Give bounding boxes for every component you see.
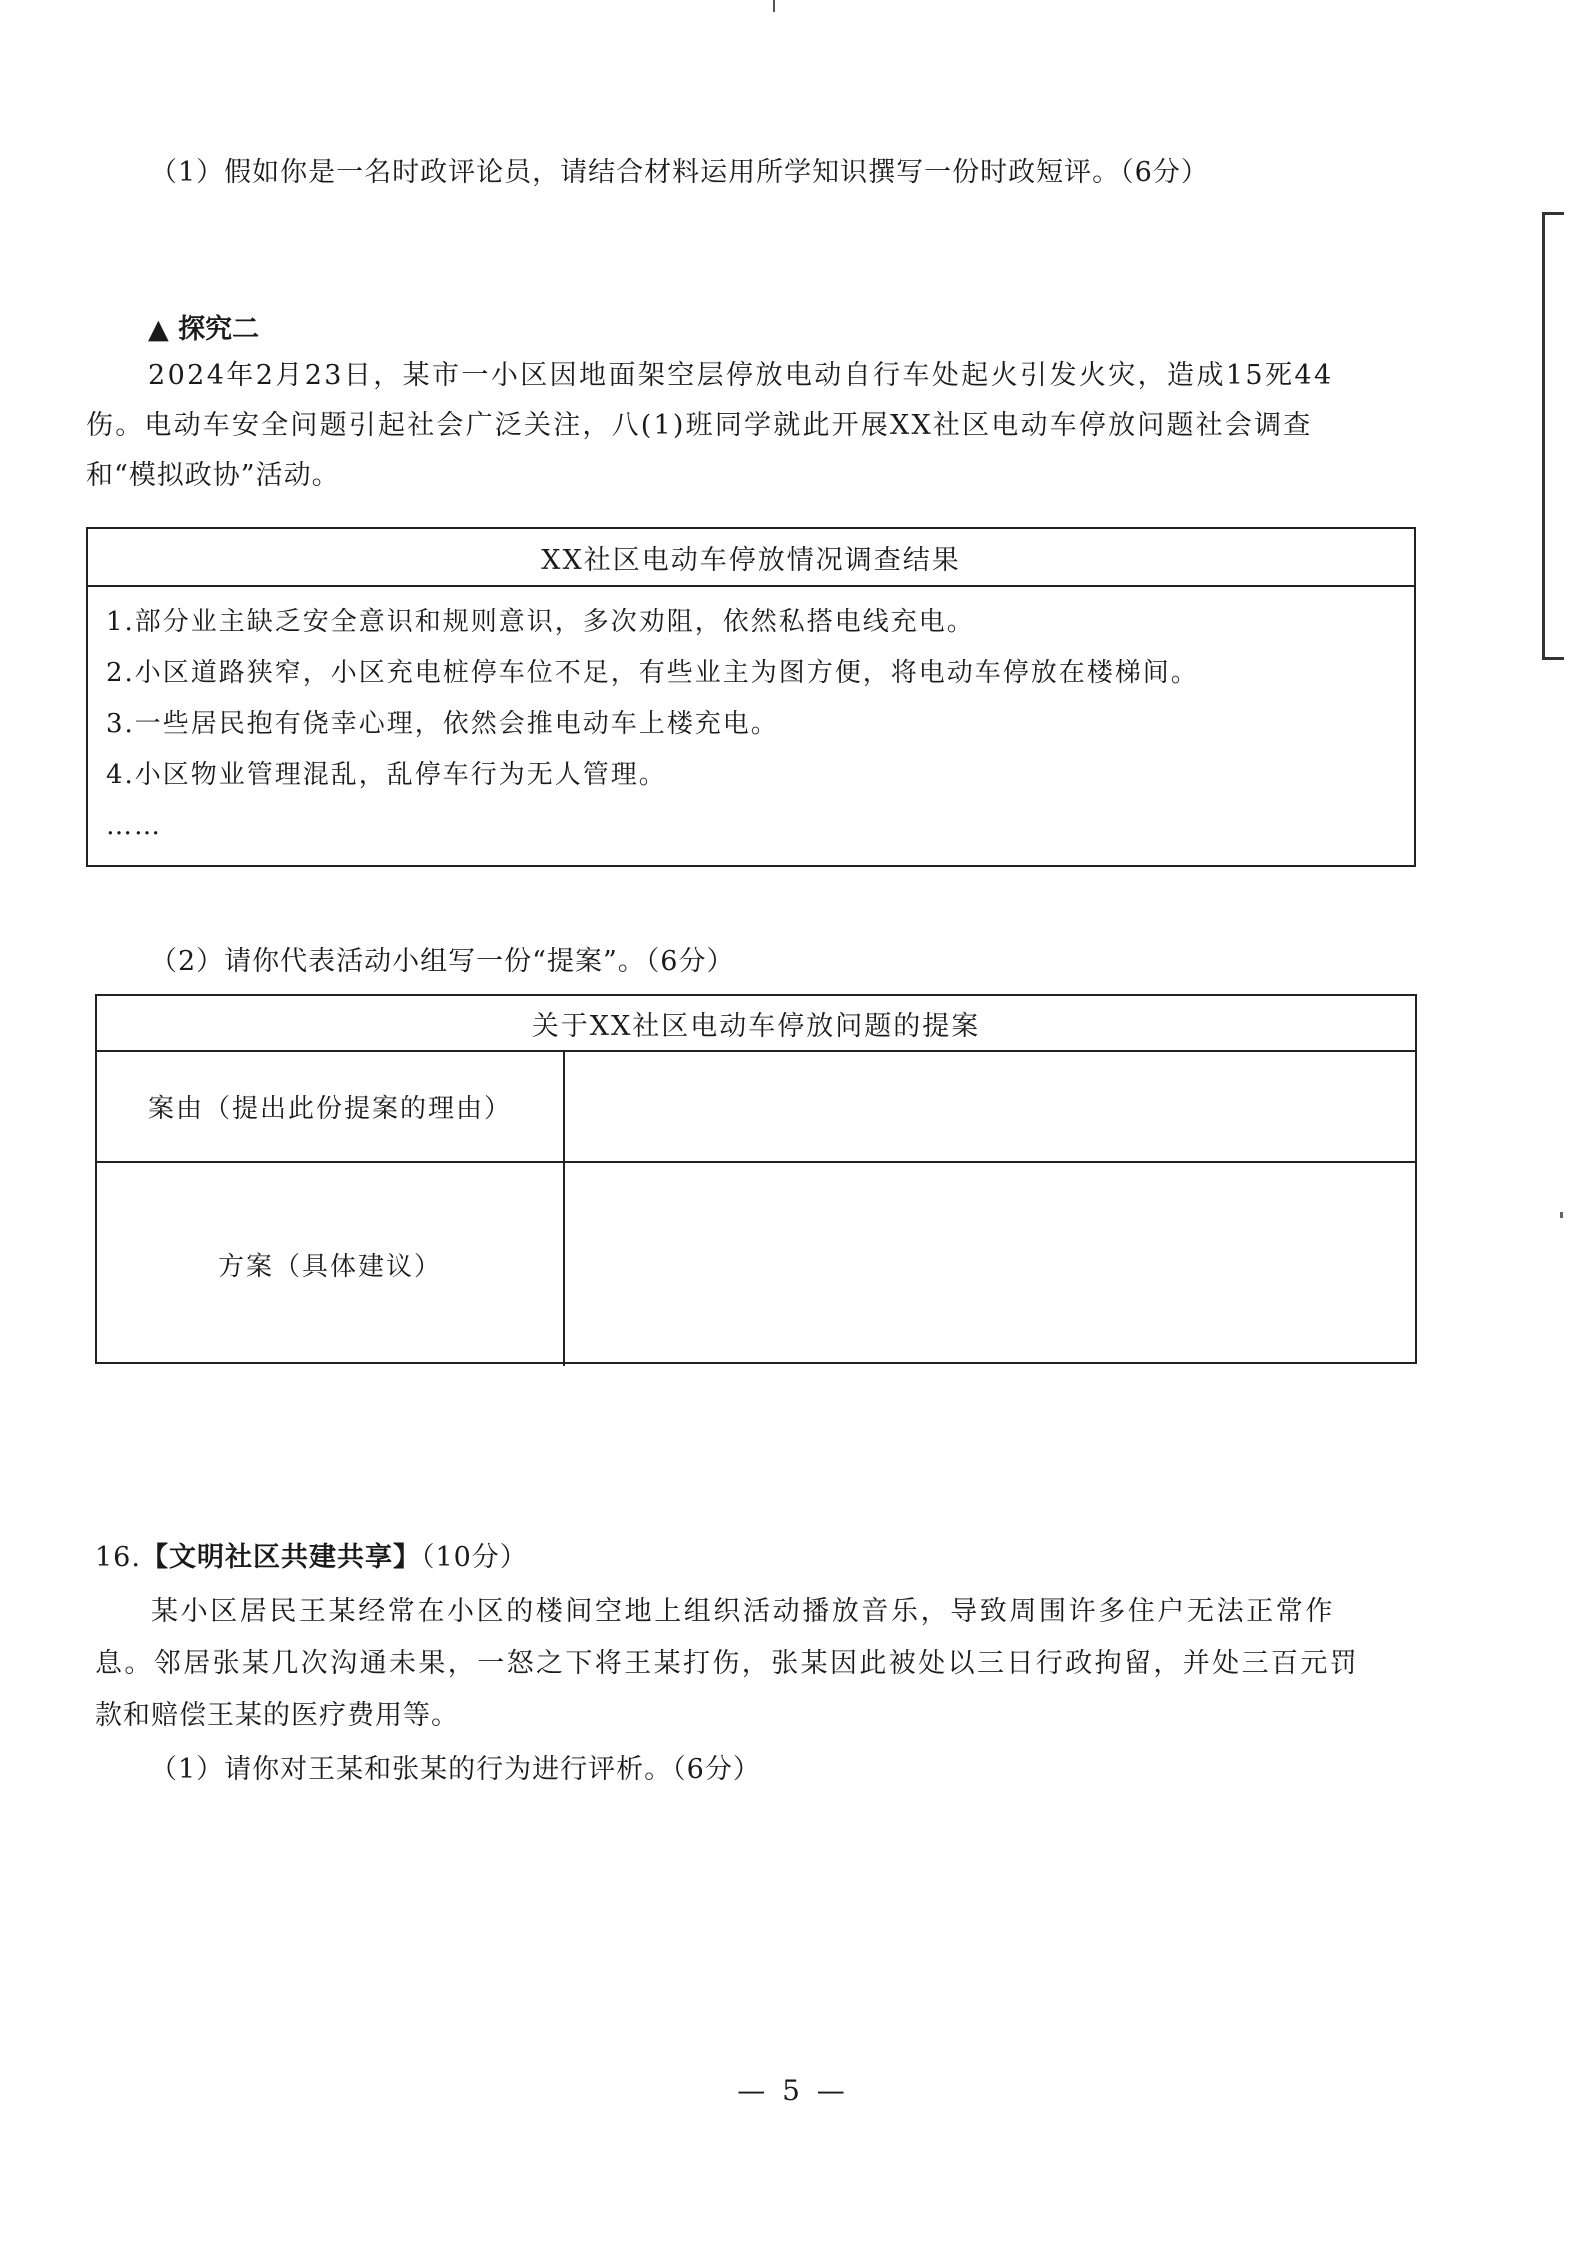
q16-para-line-3: 款和赔偿王某的医疗费用等。: [95, 1700, 459, 1731]
explore2-heading: [148, 307, 259, 346]
survey-item: 3.一些居民抱有侥幸心理，依然会推电动车上楼充电。: [106, 709, 779, 739]
proposal-reason-answer-area[interactable]: [565, 1052, 1415, 1161]
q16-number: 16.: [95, 1542, 141, 1573]
q16-points: （10分）: [420, 1542, 528, 1573]
proposal-plan-label: 方案（具体建议）: [97, 1163, 565, 1366]
explore2-para-line-3: 和“模拟政协”活动。: [86, 460, 340, 491]
proposal-plan-answer-area[interactable]: [565, 1163, 1415, 1366]
q16-title: 【文明社区共建共享】: [140, 1542, 421, 1573]
q16-paragraph: [95, 1594, 1417, 1750]
survey-item: 2.小区道路狭窄，小区充电桩停车位不足，有些业主为图方便，将电动车停放在楼梯间。: [106, 658, 1199, 688]
survey-item-ellipsis: ……: [106, 811, 162, 841]
survey-item: 4.小区物业管理混乱，乱停车行为无人管理。: [106, 760, 667, 790]
proposal-reason-label: 案由（提出此份提案的理由）: [97, 1052, 565, 1161]
q15-sub2-prompt: （2）请你代表活动小组写一份“提案”。（6分）: [150, 946, 735, 977]
proposal-row-reason: [97, 1052, 1415, 1163]
explore2-title: 探究二: [178, 314, 260, 345]
explore2-para-line-2: 伤。电动车安全问题引起社会广泛关注，八(1)班同学就此开展XX社区电动车停放问题社会调查: [86, 410, 1313, 441]
scan-edge-tick: [773, 0, 775, 12]
explore2-paragraph: [86, 358, 1416, 508]
q16-heading: [95, 1540, 528, 1575]
survey-results-title: XX社区电动车停放情况调查结果: [88, 529, 1414, 587]
q16-para-line-2: 息。邻居张某几次沟通未果，一怒之下将王某打伤，张某因此被处以三日行政拘留，并处三百元罚: [95, 1648, 1360, 1679]
q15-sub1-prompt: （1）假如你是一名时政评论员，请结合材料运用所学知识撰写一份时政短评。（6分）: [150, 157, 1209, 188]
binding-bracket: [1542, 212, 1564, 660]
triangle-marker-icon: ▲: [148, 314, 169, 345]
survey-results-box: [86, 527, 1416, 867]
proposal-table: [95, 994, 1417, 1364]
explore2-para-line-1: 2024年2月23日，某市一小区因地面架空层停放电动自行车处起火引发火灾，造成15死44: [148, 360, 1334, 391]
proposal-row-plan: [97, 1163, 1415, 1366]
survey-item: 1.部分业主缺乏安全意识和规则意识，多次劝阻，依然私搭电线充电。: [106, 607, 975, 637]
q16-sub1-prompt: （1）请你对王某和张某的行为进行评析。（6分）: [150, 1754, 761, 1785]
survey-results-list: [88, 587, 1414, 852]
page-number: — 5 —: [737, 2074, 849, 2107]
proposal-title: 关于XX社区电动车停放问题的提案: [97, 996, 1415, 1052]
q16-para-line-1: 某小区居民王某经常在小区的楼间空地上组织活动播放音乐，导致周围许多住户无法正常作: [151, 1596, 1335, 1627]
margin-speck: [1560, 1212, 1563, 1218]
